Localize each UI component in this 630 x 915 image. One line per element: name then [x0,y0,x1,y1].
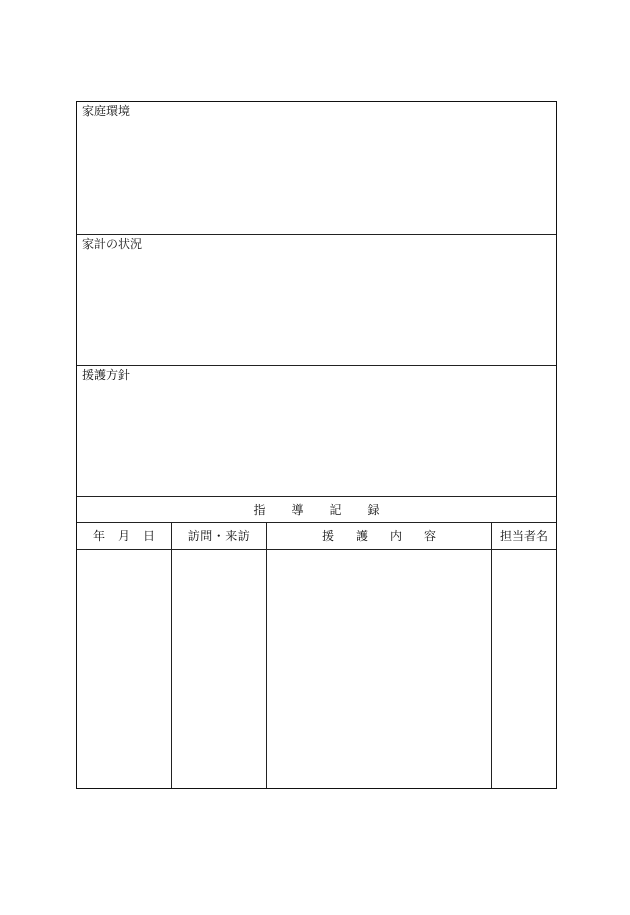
family-environment-section [77,102,556,235]
staff-name-column [491,523,556,788]
visit-type-column [171,523,266,788]
support-content-column-header: 援護内容 [267,523,491,550]
support-policy-field[interactable] [77,384,556,496]
staff-name-column-cell[interactable] [492,550,556,788]
visit-type-column-header: 訪問・来訪 [172,523,266,550]
staff-name-column-header: 担当者名 [492,523,556,550]
support-content-column [266,523,491,788]
date-column [77,523,171,788]
family-environment-label: 家庭環境 [82,104,131,118]
household-finance-field[interactable] [77,253,556,365]
household-finance-label: 家計の状況 [82,237,143,251]
support-policy-label: 援護方針 [82,368,131,382]
family-environment-field[interactable] [77,120,556,234]
date-column-header: 年月日 [77,523,171,550]
visit-type-column-cell[interactable] [172,550,266,788]
support-policy-section [77,366,556,497]
support-record-form [76,101,557,789]
guidance-record-table [77,523,556,788]
household-finance-section [77,235,556,366]
guidance-record-title: 指導記録 [77,497,556,523]
date-column-cell[interactable] [77,550,171,788]
support-content-column-cell[interactable] [267,550,491,788]
